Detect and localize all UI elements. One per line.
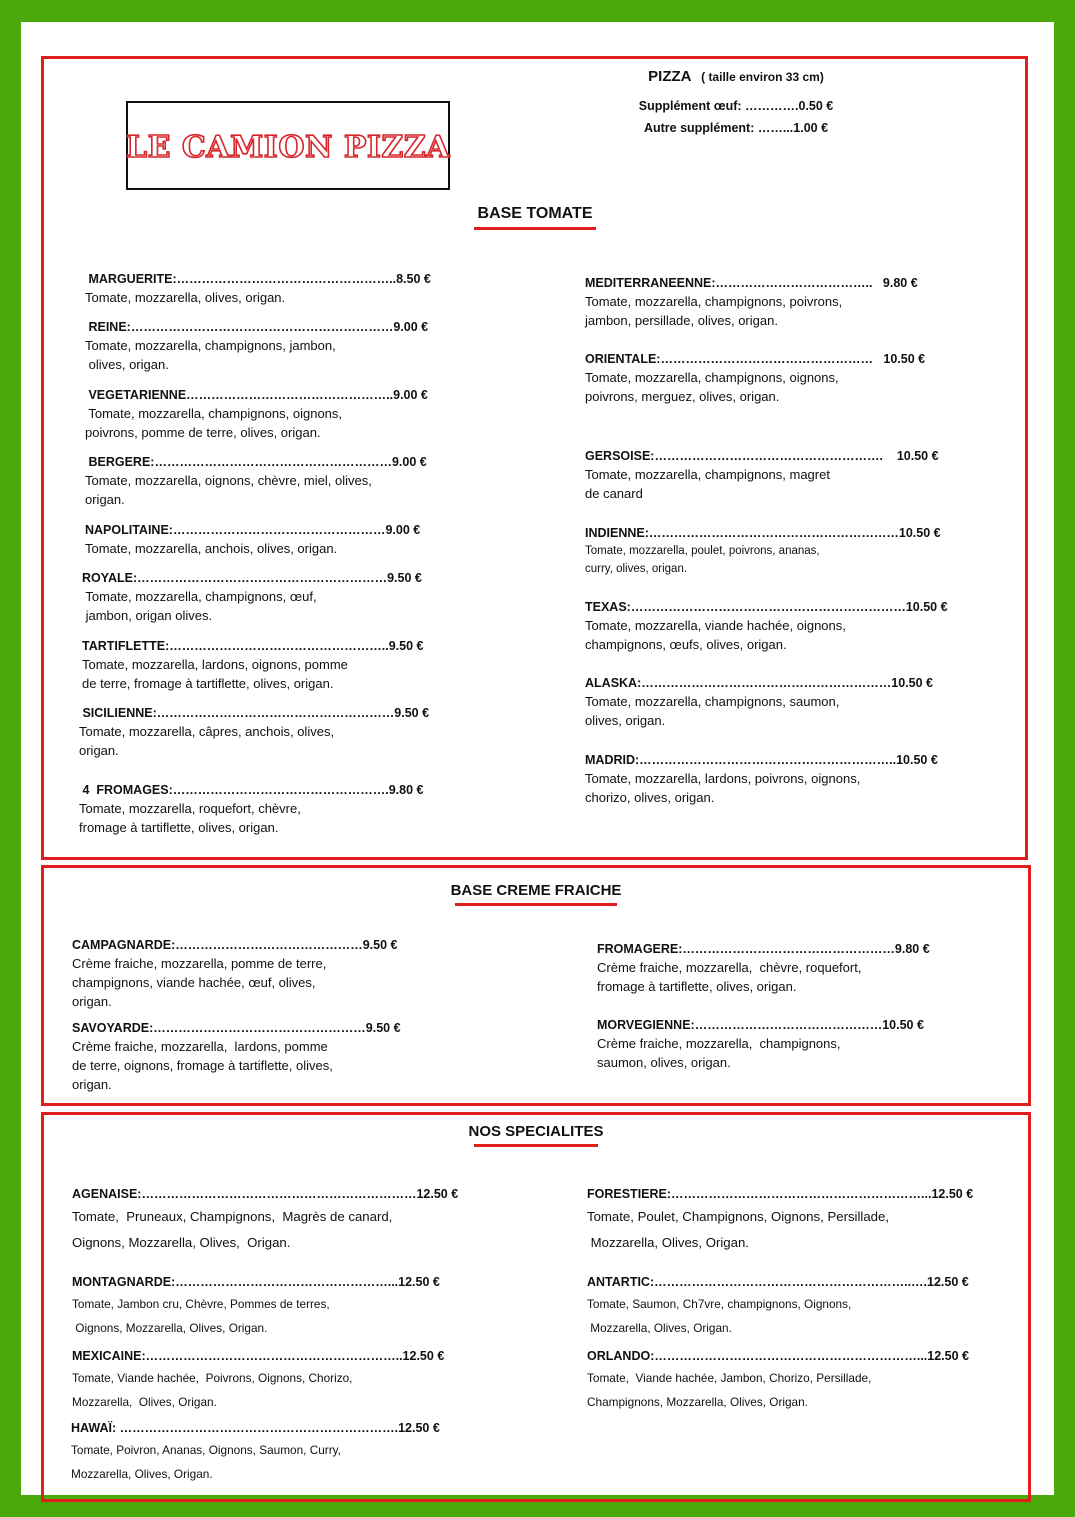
pizza-heading <box>581 68 891 85</box>
menu-item-hawai: HAWAÏ: ………………………………………………………….12.50 € Tomate, Poivron, Ananas, Oignons, Saumon, Curry, Mozzarella, Olives, Origan. <box>71 1421 440 1481</box>
menu-item-alaska: ALASKA:……………………………………………………10.50 € Tomate, mozzarella, champignons, saumon, olives, origan. <box>585 676 933 728</box>
title-underline <box>474 227 596 230</box>
menu-item-morvegienne: MORVEGIENNE:………………………………………10.50 € Crème fraiche, mozzarella, champignons, saumon, olives, origan. <box>597 1018 924 1070</box>
menu-item-texas: TEXAS:…………………………………………………………10.50 € Tomate, mozzarella, viande hachée, oignons, champignons, œufs, olives, origan. <box>585 600 948 652</box>
menu-item-montagnarde: MONTAGNARDE:……………………………………………...12.50 € Tomate, Jambon cru, Chèvre, Pommes de terres, Oignons, Mozzarella, Olives, Origan. <box>72 1275 440 1335</box>
menu-item-reine: REINE:………………………………………………………9.00 € Tomate, mozzarella, champignons, jambon, olives, origan. <box>85 320 429 372</box>
menu-item-orientale: ORIENTALE:…………………………………………… 10.50 € Tomate, mozzarella, champignons, oignons, poivrons, merguez, olives, origan. <box>585 352 926 404</box>
menu-item-madrid: MADRID:……………………………………………………..10.50 € Tomate, mozzarella, lardons, poivrons, oignons, chorizo, olives, origan. <box>585 753 938 805</box>
menu-item-sicilienne: SICILIENNE:…………………………………………………9.50 € Tomate, mozzarella, câpres, anchois, olives, origan. <box>79 706 430 758</box>
title-underline <box>474 1144 598 1147</box>
menu-page <box>21 22 1054 1495</box>
section-title-base-tomate: BASE TOMATE <box>435 205 635 230</box>
menu-item-orlando: ORLANDO:………………………………………………………...12.50 € Tomate, Viande hachée, Jambon, Chorizo, Persillade, Champignons, Mozzarella, Olives, Origan. <box>587 1349 969 1409</box>
menu-item-forestiere: FORESTIERE:……………………………………………………...12.50 € Tomate, Poulet, Champignons, Oignons, Persillade, Mozzarella, Olives, Origan. <box>587 1187 974 1250</box>
section-title-specialites: NOS SPECIALITES <box>436 1123 636 1147</box>
menu-item-antartic: ANTARTIC:……………………………………………………..….12.50 € Tomate, Saumon, Ch7vre, champignons, Oignons, Mozzarella, Olives, Origan. <box>587 1275 969 1335</box>
menu-item-mediterraneenne: MEDITERRANEENNE:……………………………….. 9.80 € Tomate, mozzarella, champignons, poivrons, jambon, persillade, olives, origan. <box>585 276 918 328</box>
pizza-size: ( taille environ 33 cm) <box>701 70 824 84</box>
menu-item-gersoise: GERSOISE:………………………………………………. 10.50 € Tomate, mozzarella, champignons, magret de canard <box>585 449 939 501</box>
section-title-base-creme: BASE CREME FRAICHE <box>421 882 651 906</box>
menu-item-campagnarde: CAMPAGNARDE:………………………………………9.50 € Crème fraiche, mozzarella, pomme de terre, champignons, viande hachée, œuf, olives, origan. <box>72 938 398 1009</box>
menu-item-vegetarienne: VEGETARIENNE…………………………………………..9.00 € Tomate, mozzarella, champignons, oignons, poivrons, pomme de terre, olives, origan. <box>85 388 428 440</box>
menu-item-mexicaine: MEXICAINE:……………………………………………………..12.50 € Tomate, Viande hachée, Poivrons, Oignons, Chorizo, Mozzarella, Olives, Origan. <box>72 1349 445 1409</box>
menu-item-royale: ROYALE:……………………………………………………9.50 € Tomate, mozzarella, champignons, œuf, jambon, origan olives. <box>82 571 422 623</box>
menu-item-savoyarde: SAVOYARDE:……………………………………………9.50 € Crème fraiche, mozzarella, lardons, pomme de terre, oignons, fromage à tartiflette, olives, origan. <box>72 1021 401 1092</box>
title-underline <box>455 903 617 906</box>
supplement-other: Autre supplément: ……...1.00 € <box>643 121 829 135</box>
menu-item-fromagere: FROMAGERE:……………………………………………9.80 € Crème fraiche, mozzarella, chèvre, roquefort, fromage à tartiflette, olives, origan. <box>597 942 930 994</box>
menu-item-napolitaine: NAPOLITAINE:……………………………………………9.00 € Tomate, mozzarella, anchois, olives, origan. <box>85 523 421 556</box>
supplement-egg: Supplément œuf: ………….0.50 € <box>638 99 834 113</box>
logo-text-graphic <box>126 121 450 171</box>
menu-item-indienne: INDIENNE:……………………………………………………10.50 € Tomate, mozzarella, poulet, poivrons, ananas, curry, olives, origan. <box>585 526 941 575</box>
menu-item-4-fromages: 4 FROMAGES:…………………………………………….9.80 € Tomate, mozzarella, roquefort, chèvre, fromage à tartiflette, olives, origan. <box>79 783 424 835</box>
menu-item-bergere: BERGERE:…………………………………………………9.00 € Tomate, mozzarella, oignons, chèvre, miel, olives, origan. <box>85 455 427 507</box>
pizza-title: PIZZA <box>648 68 691 85</box>
menu-item-tartiflette: TARTIFLETTE:……………………………………………..9.50 € Tomate, mozzarella, lardons, oignons, pomme de terre, fromage à tartiflette, olives, origan. <box>82 639 424 691</box>
menu-item-agenaise: AGENAISE:…………………………………………………………12.50 € Tomate, Pruneaux, Champignons, Magrès de canard, Oignons, Mozzarella, Olives, Origan. <box>72 1187 459 1250</box>
logo-box <box>126 101 450 190</box>
logo-text: LE CAMION PIZZA <box>126 129 450 165</box>
menu-item-marguerite: MARGUERITE:……………………………………………..8.50 € Tomate, mozzarella, olives, origan. <box>85 272 431 305</box>
